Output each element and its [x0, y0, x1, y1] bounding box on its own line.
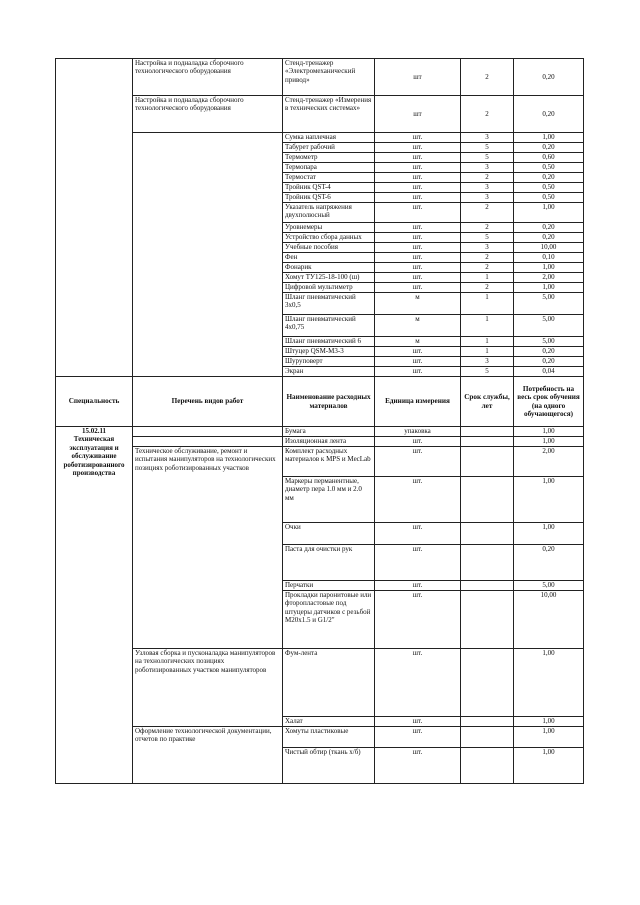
material-cell: Стенд-тренажер «Измерения в технических системах» [283, 96, 375, 133]
term-cell [461, 447, 514, 477]
header-materials: Наименование расходных материалов [283, 377, 375, 427]
need-cell: 10,00 [514, 243, 584, 253]
need-cell: 0,04 [514, 367, 584, 377]
consumables-table [55, 58, 584, 784]
term-cell [461, 717, 514, 727]
unit-cell: шт. [375, 133, 461, 143]
unit-cell: шт. [375, 727, 461, 748]
need-cell: 0,20 [514, 223, 584, 233]
unit-cell: шт. [375, 203, 461, 223]
material-cell: Шланг пневматический 4х0,75 [283, 315, 375, 337]
term-cell: 2 [461, 253, 514, 263]
term-cell [461, 523, 514, 545]
unit-cell: шт. [375, 437, 461, 447]
unit-cell: шт. [375, 183, 461, 193]
need-cell: 1,00 [514, 748, 584, 784]
unit-cell: шт. [375, 357, 461, 367]
need-cell: 2,00 [514, 447, 584, 477]
need-cell: 5,00 [514, 315, 584, 337]
need-cell: 1,00 [514, 283, 584, 293]
need-cell: 0,50 [514, 163, 584, 173]
table-row [56, 447, 584, 477]
need-cell: 1,00 [514, 437, 584, 447]
term-cell: 2 [461, 203, 514, 223]
need-cell: 10,00 [514, 591, 584, 649]
unit-cell: шт. [375, 273, 461, 283]
need-cell: 5,00 [514, 337, 584, 347]
term-cell [461, 727, 514, 748]
term-cell: 2 [461, 283, 514, 293]
work-type-cell: Настройка и подналадка сборочного технологического оборудования [133, 96, 283, 133]
unit-cell: м [375, 337, 461, 347]
material-cell: Шланг пневматический 6 [283, 337, 375, 347]
unit-cell: упаковка [375, 427, 461, 437]
term-cell: 1 [461, 337, 514, 347]
unit-cell: шт. [375, 748, 461, 784]
unit-cell: шт. [375, 153, 461, 163]
material-cell: Изоляционная лента [283, 437, 375, 447]
material-cell: Хомут ТУ125-18-100 (ш) [283, 273, 375, 283]
material-cell: Термопара [283, 163, 375, 173]
need-cell: 5,00 [514, 293, 584, 315]
specialty-cell-empty [56, 59, 133, 377]
need-cell: 0,20 [514, 173, 584, 183]
need-cell: 0,20 [514, 59, 584, 96]
header-work-types: Перечень видов работ [133, 377, 283, 427]
unit-cell: шт. [375, 477, 461, 523]
need-cell: 0,50 [514, 193, 584, 203]
term-cell: 5 [461, 233, 514, 243]
header-need: Потребность на весь срок обучения (на одного обучающегося) [514, 377, 584, 427]
unit-cell: м [375, 293, 461, 315]
material-cell: Сумка наплечная [283, 133, 375, 143]
header-term: Срок службы, лет [461, 377, 514, 427]
material-cell: Фен [283, 253, 375, 263]
need-cell: 5,00 [514, 581, 584, 591]
unit-cell: шт. [375, 347, 461, 357]
need-cell: 0,20 [514, 545, 584, 581]
upper-table-body [56, 59, 584, 377]
table-row [56, 96, 584, 133]
term-cell: 5 [461, 143, 514, 153]
term-cell: 3 [461, 193, 514, 203]
term-cell: 2 [461, 96, 514, 133]
term-cell [461, 591, 514, 649]
specialty-code: 15.02.11 [81, 427, 107, 435]
material-cell: Штуцер QSM-M3-3 [283, 347, 375, 357]
need-cell: 1,00 [514, 477, 584, 523]
header-specialty: Специальность [56, 377, 133, 427]
table-row [56, 133, 584, 143]
table-header [56, 377, 584, 427]
need-cell: 0,20 [514, 347, 584, 357]
unit-cell: шт. [375, 173, 461, 183]
work-type-cell-empty [133, 437, 283, 447]
table-row [56, 427, 584, 437]
material-cell: Фум-лента [283, 649, 375, 717]
header-unit: Единица измерения [375, 377, 461, 427]
material-cell: Фонарик [283, 263, 375, 273]
term-cell [461, 437, 514, 447]
unit-cell: шт. [375, 523, 461, 545]
unit-cell: шт. [375, 263, 461, 273]
term-cell: 3 [461, 243, 514, 253]
unit-cell: шт [375, 96, 461, 133]
term-cell: 3 [461, 357, 514, 367]
work-type-cell: Техническое обслуживание, ремонт и испытания манипуляторов на технологических позициях роботизированных участков [133, 447, 283, 649]
need-cell: 1,00 [514, 727, 584, 748]
material-cell: Уровнемеры [283, 223, 375, 233]
material-cell: Маркеры перманентные, диаметр пера 1.0 мм и 2.0 мм [283, 477, 375, 523]
need-cell: 1,00 [514, 427, 584, 437]
material-cell: Шуруповерт [283, 357, 375, 367]
need-cell: 1,00 [514, 649, 584, 717]
need-cell: 0,50 [514, 183, 584, 193]
unit-cell: шт. [375, 143, 461, 153]
term-cell: 3 [461, 133, 514, 143]
need-cell: 1,00 [514, 263, 584, 273]
unit-cell: шт. [375, 367, 461, 377]
unit-cell: шт. [375, 591, 461, 649]
work-type-cell: Узловая сборка и пусконаладка манипуляторов на технологических позициях роботизированных участков манипуляторов [133, 649, 283, 727]
table-row [56, 437, 584, 447]
material-cell: Экран [283, 367, 375, 377]
term-cell [461, 545, 514, 581]
lower-table-body [56, 427, 584, 784]
term-cell: 2 [461, 263, 514, 273]
unit-cell: шт. [375, 233, 461, 243]
unit-cell: шт. [375, 283, 461, 293]
term-cell: 1 [461, 293, 514, 315]
term-cell: 5 [461, 367, 514, 377]
material-cell: Цифровой мультиметр [283, 283, 375, 293]
term-cell: 1 [461, 347, 514, 357]
term-cell: 3 [461, 163, 514, 173]
table-row [56, 59, 584, 96]
material-cell: Очки [283, 523, 375, 545]
material-cell: Устройство сбора данных [283, 233, 375, 243]
table-row [56, 649, 584, 717]
material-cell: Бумага [283, 427, 375, 437]
term-cell: 1 [461, 315, 514, 337]
term-cell: 1 [461, 273, 514, 283]
unit-cell: шт. [375, 223, 461, 233]
material-cell: Паста для очистки рук [283, 545, 375, 581]
term-cell: 3 [461, 183, 514, 193]
work-type-cell-empty [133, 427, 283, 437]
material-cell: Прокладки паронитовые или фторопластовые под штуцеры датчиков с резьбой M20x1.5 и G1/2" [283, 591, 375, 649]
need-cell: 0,10 [514, 253, 584, 263]
material-cell: Термометр [283, 153, 375, 163]
unit-cell: шт. [375, 253, 461, 263]
term-cell [461, 748, 514, 784]
material-cell: Учебные пособия [283, 243, 375, 253]
material-cell: Термостат [283, 173, 375, 183]
unit-cell: шт. [375, 163, 461, 173]
work-type-cell: Настройка и подналадка сборочного технологического оборудования [133, 59, 283, 96]
term-cell: 5 [461, 153, 514, 163]
work-type-cell-empty [133, 133, 283, 377]
need-cell: 1,00 [514, 523, 584, 545]
term-cell: 2 [461, 173, 514, 183]
unit-cell: шт [375, 59, 461, 96]
term-cell [461, 427, 514, 437]
material-cell: Хомуты пластиковые [283, 727, 375, 748]
material-cell: Табурет рабочий [283, 143, 375, 153]
need-cell: 0,20 [514, 233, 584, 243]
unit-cell: шт. [375, 447, 461, 477]
material-cell: Перчатки [283, 581, 375, 591]
unit-cell: м [375, 315, 461, 337]
specialty-cell [56, 427, 133, 784]
need-cell: 0,20 [514, 357, 584, 367]
material-cell: Тройник QST-6 [283, 193, 375, 203]
material-cell: Чистый обтир (ткань х/б) [283, 748, 375, 784]
unit-cell: шт. [375, 649, 461, 717]
material-cell: Тройник QST-4 [283, 183, 375, 193]
need-cell: 0,60 [514, 153, 584, 163]
material-cell: Шланг пневматический 3х0,5 [283, 293, 375, 315]
unit-cell: шт. [375, 243, 461, 253]
work-type-cell: Оформление технологической документации, отчетов по практике [133, 727, 283, 784]
unit-cell: шт. [375, 545, 461, 581]
need-cell: 1,00 [514, 203, 584, 223]
material-cell: Комплект расходных материалов к MPS и MecLab [283, 447, 375, 477]
unit-cell: шт. [375, 717, 461, 727]
need-cell: 0,20 [514, 143, 584, 153]
need-cell: 0,20 [514, 96, 584, 133]
specialty-name: Техническая эксплуатация и обслуживание роботизированного производства [63, 435, 125, 478]
material-cell: Халат [283, 717, 375, 727]
term-cell: 2 [461, 223, 514, 233]
term-cell [461, 581, 514, 591]
need-cell: 2,00 [514, 273, 584, 283]
need-cell: 1,00 [514, 717, 584, 727]
material-cell: Стенд-тренажер «Электромеханический привод» [283, 59, 375, 96]
need-cell: 1,00 [514, 133, 584, 143]
material-cell: Указатель напряжения двухполюсный [283, 203, 375, 223]
unit-cell: шт. [375, 581, 461, 591]
unit-cell: шт. [375, 193, 461, 203]
term-cell [461, 477, 514, 523]
term-cell: 2 [461, 59, 514, 96]
table-row [56, 727, 584, 748]
term-cell [461, 649, 514, 717]
